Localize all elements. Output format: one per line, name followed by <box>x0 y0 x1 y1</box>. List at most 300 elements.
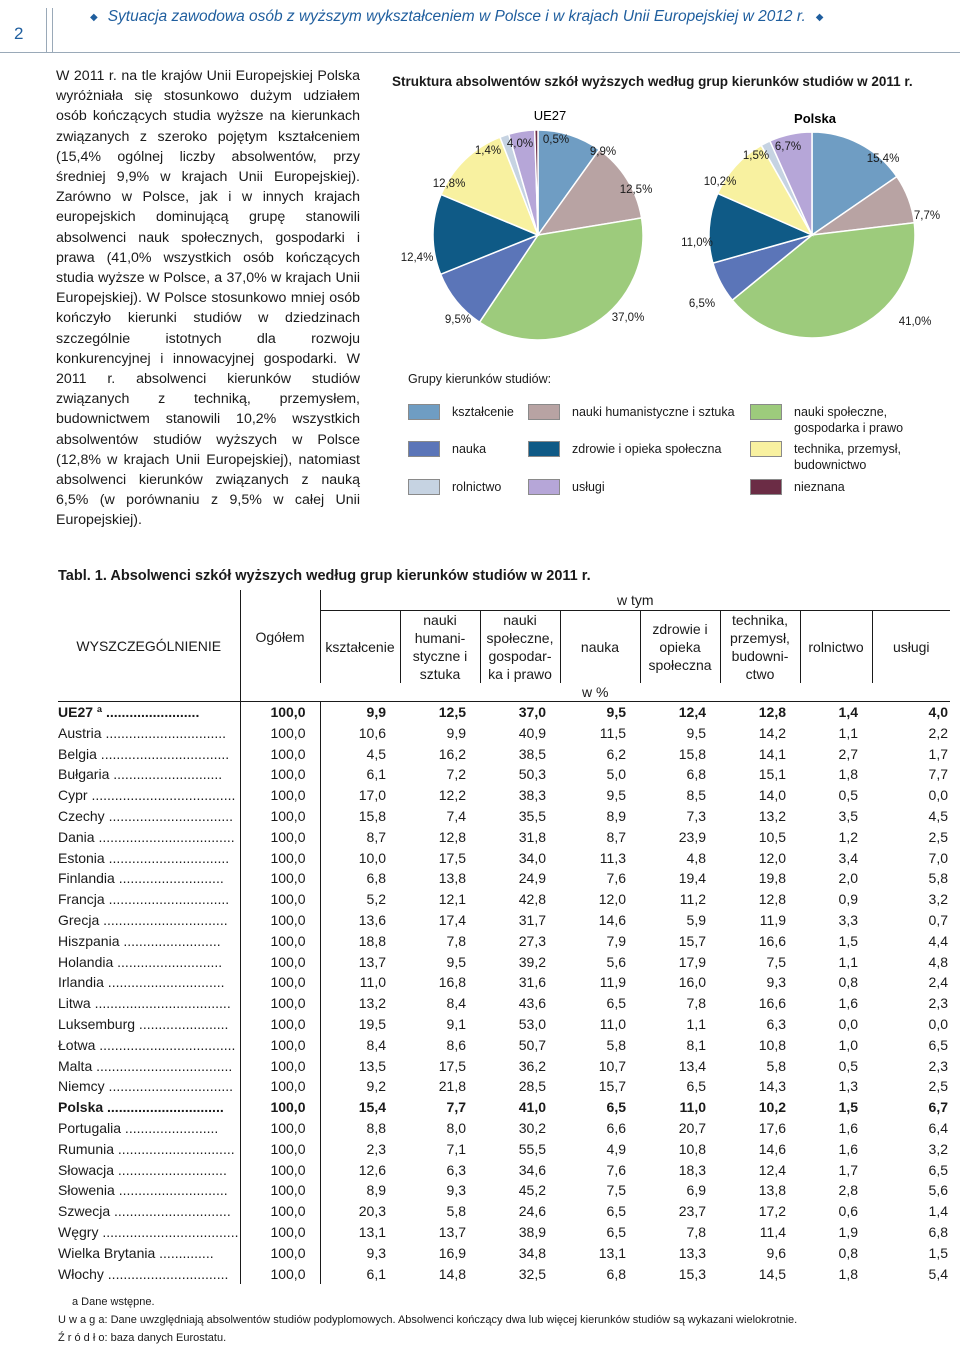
legend-item-2 <box>750 404 910 436</box>
table-cell: 17,2 <box>758 1203 786 1220</box>
table-cell: 8,7 <box>606 828 626 845</box>
row-label: UE27 ª ........................ <box>58 702 240 723</box>
running-header <box>90 8 950 26</box>
table-cell: 1,6 <box>838 1119 858 1136</box>
table-row <box>58 744 950 765</box>
table-cell: 10,8 <box>678 1140 706 1157</box>
table-cell: 100,0 <box>240 1201 320 1222</box>
table-cell: 0,0 <box>928 1015 948 1032</box>
table-cell: 11,9 <box>759 911 786 928</box>
table-cell: 100,0 <box>240 889 320 910</box>
table-cell: 7,6 <box>606 870 626 887</box>
table-cell: 1,7 <box>928 745 948 762</box>
table-cell: 16,2 <box>438 745 466 762</box>
row-label: Włochy ............................... <box>58 1264 240 1285</box>
row-label: Francja ............................... <box>58 889 240 910</box>
table-cell: 12,1 <box>438 891 466 908</box>
table-cell: 1,9 <box>838 1223 858 1240</box>
column-header-4: zdrowie i opieka społeczna <box>640 611 720 684</box>
table-cell: 6,9 <box>686 1182 706 1199</box>
table-row <box>58 1160 950 1181</box>
table-cell: 4,5 <box>366 745 386 762</box>
legend-swatch <box>408 404 440 420</box>
table-cell: 100,0 <box>240 744 320 765</box>
table-cell: 100,0 <box>240 952 320 973</box>
table-cell: 15,4 <box>358 1099 386 1116</box>
table-cell: 50,3 <box>518 766 546 783</box>
table-cell: 6,5 <box>928 1161 948 1178</box>
table-cell: 7,0 <box>928 849 948 866</box>
legend-swatch <box>750 441 782 457</box>
legend-item-1 <box>528 404 735 420</box>
table-cell: 23,7 <box>678 1203 706 1220</box>
table-cell: 100,0 <box>240 1014 320 1035</box>
row-label: Wielka Brytania .............. <box>58 1243 240 1264</box>
table-row <box>58 1180 950 1201</box>
table-cell: 5,8 <box>928 870 948 887</box>
table-cell: 15,8 <box>358 807 386 824</box>
footnote-source: Ź r ó d ł o: baza danych Eurostatu. <box>58 1332 227 1344</box>
table-cell: 6,3 <box>766 1015 786 1032</box>
table-cell: 11,9 <box>599 974 626 991</box>
table-cell: 5,8 <box>606 1036 626 1053</box>
table-row <box>58 1118 950 1139</box>
table-cell: 3,5 <box>838 807 858 824</box>
footnote-uwaga: U w a g a: Dane uwzględniają absolwentów studiów podyplomowych. Absolwenci kończący dwa lub więcej kierunków studiów są wykazani wielokrotnie. <box>58 1314 798 1326</box>
table-cell: 12,6 <box>358 1161 386 1178</box>
table-cell: 3,2 <box>928 1140 948 1157</box>
table-cell: 8,0 <box>446 1119 466 1136</box>
table-cell: 0,0 <box>928 787 948 804</box>
table-cell: 100,0 <box>240 764 320 785</box>
table-cell: 15,7 <box>678 932 706 949</box>
table-cell: 2,0 <box>838 870 858 887</box>
pie-label-polska-7: 6,7% <box>774 141 802 153</box>
header-unit: w % <box>240 683 950 702</box>
legend-item-3 <box>408 441 486 457</box>
pie-label-polska-1: 7,7% <box>913 210 941 222</box>
pie-label-polska-2: 41,0% <box>898 316 932 328</box>
table-cell: 18,3 <box>678 1161 706 1178</box>
table-cell: 12,5 <box>438 704 466 720</box>
table-cell: 16,0 <box>678 974 706 991</box>
table-cell: 1,4 <box>928 1203 948 1220</box>
table-cell: 10,6 <box>358 724 386 741</box>
table-cell: 17,4 <box>438 911 466 928</box>
table-cell: 17,9 <box>678 953 706 970</box>
table-cell: 12,8 <box>758 704 786 720</box>
table-row <box>58 848 950 869</box>
table-cell: 100,0 <box>240 1243 320 1264</box>
table-cell: 7,7 <box>446 1099 466 1116</box>
table-cell: 11,4 <box>759 1223 786 1240</box>
table-cell: 19,5 <box>358 1015 386 1032</box>
table-cell: 2,7 <box>838 745 858 762</box>
row-label: Węgry ................................... <box>58 1222 240 1243</box>
table-cell: 5,8 <box>446 1203 466 1220</box>
table-cell: 6,5 <box>606 1203 626 1220</box>
table-cell: 31,6 <box>518 974 546 991</box>
row-label: Luksemburg ....................... <box>58 1014 240 1035</box>
table-cell: 100,0 <box>240 1097 320 1118</box>
table-cell: 50,7 <box>518 1036 546 1053</box>
pie-label-polska-6: 1,5% <box>742 150 770 162</box>
table-row <box>58 972 950 993</box>
row-label: Malta ................................... <box>58 1056 240 1077</box>
table-row <box>58 910 950 931</box>
table-cell: 7,3 <box>686 807 706 824</box>
row-label: Grecja ................................ <box>58 910 240 931</box>
header-rule-horizontal <box>0 52 960 53</box>
table-cell: 15,1 <box>758 766 786 783</box>
table-cell: 12,0 <box>598 891 626 908</box>
table-cell: 6,8 <box>928 1223 948 1240</box>
pie-label-ue27-0: 9,9% <box>589 146 617 158</box>
table-cell: 100,0 <box>240 1139 320 1160</box>
legend-label: rolnictwo <box>452 480 502 494</box>
table-cell: 2,3 <box>366 1140 386 1157</box>
row-label: Słowenia ............................ <box>58 1180 240 1201</box>
table-cell: 41,0 <box>518 1099 546 1116</box>
table-cell: 13,8 <box>438 870 466 887</box>
legend-swatch <box>408 479 440 495</box>
table-cell: 12,8 <box>438 828 466 845</box>
table-cell: 24,9 <box>518 870 546 887</box>
table-cell: 2,2 <box>928 724 948 741</box>
table-cell: 100,0 <box>240 785 320 806</box>
table-cell: 11,0 <box>599 1015 626 1032</box>
table-cell: 42,8 <box>518 891 546 908</box>
table-cell: 21,8 <box>438 1078 466 1095</box>
table-cell: 12,4 <box>758 1161 786 1178</box>
table-cell: 45,2 <box>518 1182 546 1199</box>
table-cell: 100,0 <box>240 993 320 1014</box>
legend-label: nauka <box>452 442 487 456</box>
table-cell: 8,1 <box>686 1036 706 1053</box>
table-cell: 19,8 <box>758 870 786 887</box>
table-cell: 8,9 <box>606 807 626 824</box>
table-cell: 9,9 <box>366 704 386 720</box>
table-cell: 5,6 <box>928 1182 948 1199</box>
table-cell: 4,4 <box>928 932 948 949</box>
column-header-3: nauka <box>560 611 640 684</box>
table-cell: 32,5 <box>518 1265 546 1282</box>
table-cell: 20,3 <box>358 1203 386 1220</box>
pie-label-ue27-3: 9,5% <box>444 314 472 326</box>
table-cell: 100,0 <box>240 868 320 889</box>
table-cell: 1,1 <box>838 953 858 970</box>
table-cell: 6,7 <box>928 1099 948 1116</box>
header-w-tym: w tym <box>320 590 950 611</box>
table-cell: 12,4 <box>678 704 706 720</box>
table-cell: 17,5 <box>438 1057 466 1074</box>
column-header-5: technika, przemysł, budowni-ctwo <box>720 611 800 684</box>
table-cell: 4,0 <box>928 704 948 720</box>
table-cell: 7,8 <box>686 1223 706 1240</box>
table-cell: 6,5 <box>606 1099 626 1116</box>
chart-title: Struktura absolwentów szkół wyższych według grup kierunków studiów w 2011 r. <box>392 74 913 89</box>
legend-swatch <box>528 441 560 457</box>
table-cell: 1,1 <box>838 724 858 741</box>
row-label: Litwa ................................... <box>58 993 240 1014</box>
table-cell: 11,0 <box>679 1099 706 1116</box>
table-cell: 0,9 <box>838 891 858 908</box>
table-cell: 100,0 <box>240 910 320 931</box>
table-cell: 16,6 <box>758 995 786 1012</box>
table-cell: 10,7 <box>598 1057 626 1074</box>
legend-swatch <box>750 479 782 495</box>
table-cell: 15,7 <box>598 1078 626 1095</box>
table-cell: 31,7 <box>518 911 546 928</box>
table-cell: 38,9 <box>518 1223 546 1240</box>
row-label: Irlandia .............................. <box>58 972 240 993</box>
pie-title-ue27: UE27 <box>533 108 567 123</box>
legend-item-7 <box>528 479 605 495</box>
table-cell: 13,7 <box>358 953 386 970</box>
table-cell: 2,5 <box>928 1078 948 1095</box>
table-cell: 6,8 <box>606 1265 626 1282</box>
table-cell: 6,8 <box>366 870 386 887</box>
table-cell: 34,0 <box>518 849 546 866</box>
table-cell: 3,2 <box>928 891 948 908</box>
table-cell: 100,0 <box>240 848 320 869</box>
table-row <box>58 764 950 785</box>
table-cell: 13,5 <box>358 1057 386 1074</box>
pie-title-polska: Polska <box>794 111 836 126</box>
table-cell: 18,8 <box>358 932 386 949</box>
table-row <box>58 702 950 723</box>
table-cell: 5,9 <box>686 911 706 928</box>
table-cell: 5,8 <box>766 1057 786 1074</box>
table-row <box>58 1264 950 1285</box>
table-row <box>58 1201 950 1222</box>
table-cell: 9,9 <box>446 724 466 741</box>
table-cell: 5,4 <box>928 1265 948 1282</box>
legend-item-6 <box>408 479 501 495</box>
table-cell: 0,6 <box>838 1203 858 1220</box>
pie-label-ue27-7: 4,0% <box>506 138 534 150</box>
table-cell: 1,5 <box>838 932 858 949</box>
table-row <box>58 993 950 1014</box>
table-container <box>58 590 950 1284</box>
column-header-2: nauki społeczne, gospodar-ka i prawo <box>480 611 560 684</box>
table-cell: 15,8 <box>678 745 706 762</box>
table-row <box>58 1056 950 1077</box>
legend-item-4 <box>528 441 721 457</box>
table-cell: 7,5 <box>606 1182 626 1199</box>
row-label: Szwecja .............................. <box>58 1201 240 1222</box>
table-cell: 13,2 <box>758 807 786 824</box>
header-rule-vertical-1 <box>46 8 47 52</box>
table-cell: 100,0 <box>240 1035 320 1056</box>
table-cell: 10,5 <box>758 828 786 845</box>
table-cell: 0,5 <box>838 787 858 804</box>
table-cell: 31,8 <box>518 828 546 845</box>
table-cell: 1,0 <box>838 1036 858 1053</box>
table-cell: 19,4 <box>678 870 706 887</box>
table-cell: 14,8 <box>438 1265 466 1282</box>
table-row <box>58 1076 950 1097</box>
table-cell: 2,3 <box>928 1057 948 1074</box>
table-cell: 6,5 <box>686 1078 706 1095</box>
table-cell: 55,5 <box>518 1140 546 1157</box>
pie-label-ue27-2: 37,0% <box>611 312 645 324</box>
table-cell: 11,3 <box>599 849 626 866</box>
table-cell: 1,7 <box>838 1161 858 1178</box>
table-row <box>58 785 950 806</box>
pie-label-ue27-4: 12,4% <box>400 252 434 264</box>
pie-label-ue27-8: 0,5% <box>542 134 570 146</box>
pie-label-polska-0: 15,4% <box>866 153 900 165</box>
pie-label-polska-4: 11,0% <box>681 237 713 249</box>
table-cell: 2,8 <box>838 1182 858 1199</box>
legend-swatch <box>528 404 560 420</box>
table-cell: 100,0 <box>240 1222 320 1243</box>
table-title: Tabl. 1. Absolwenci szkół wyższych według grup kierunków studiów w 2011 r. <box>58 568 591 584</box>
table-cell: 11,5 <box>599 724 626 741</box>
table-cell: 1,6 <box>838 995 858 1012</box>
row-label: Austria ............................... <box>58 723 240 744</box>
table-cell: 14,5 <box>758 1265 786 1282</box>
table-cell: 8,4 <box>446 995 466 1012</box>
table-cell: 13,7 <box>438 1223 466 1240</box>
legend-label: usługi <box>572 480 605 494</box>
table-cell: 2,4 <box>928 974 948 991</box>
table-cell: 1,8 <box>838 1265 858 1282</box>
table-cell: 7,8 <box>686 995 706 1012</box>
table-cell: 40,9 <box>518 724 546 741</box>
table-row <box>58 931 950 952</box>
table-row <box>58 889 950 910</box>
table-cell: 100,0 <box>240 1118 320 1139</box>
table-cell: 6,4 <box>928 1119 948 1136</box>
table-cell: 3,3 <box>838 911 858 928</box>
table-cell: 20,7 <box>678 1119 706 1136</box>
table-row <box>58 1139 950 1160</box>
table-cell: 0,8 <box>838 974 858 991</box>
table-cell: 5,2 <box>366 891 386 908</box>
legend-item-5 <box>750 441 910 473</box>
table-cell: 7,4 <box>446 807 466 824</box>
table-cell: 9,1 <box>446 1015 466 1032</box>
table-cell: 38,3 <box>518 787 546 804</box>
table-cell: 1,5 <box>928 1244 948 1261</box>
table-cell: 0,0 <box>838 1015 858 1032</box>
table-cell: 7,5 <box>766 953 786 970</box>
table-cell: 10,2 <box>758 1099 786 1116</box>
table-cell: 6,3 <box>446 1161 466 1178</box>
table-cell: 9,3 <box>446 1182 466 1199</box>
table-cell: 9,6 <box>766 1244 786 1261</box>
row-label: Bułgaria ............................ <box>58 764 240 785</box>
table-cell: 36,2 <box>518 1057 546 1074</box>
table-cell: 100,0 <box>240 972 320 993</box>
column-header-6: rolnictwo <box>800 611 872 684</box>
table-cell: 6,8 <box>686 766 706 783</box>
table-cell: 23,9 <box>678 828 706 845</box>
column-header-7: usługi <box>892 639 930 655</box>
table-row <box>58 1014 950 1035</box>
table-row <box>58 952 950 973</box>
table-row <box>58 1222 950 1243</box>
running-header-title: Sytuacja zawodowa osób z wyższym wykształceniem w Polsce i w krajach Unii Europejskiej w 2012 r. <box>107 8 806 25</box>
table-cell: 100,0 <box>240 1264 320 1285</box>
pie-label-ue27-5: 12,8% <box>432 178 466 190</box>
table-cell: 1,6 <box>838 1140 858 1157</box>
table-cell: 4,5 <box>928 807 948 824</box>
table-cell: 6,5 <box>606 1223 626 1240</box>
table-cell: 100,0 <box>240 1160 320 1181</box>
table-cell: 100,0 <box>240 1180 320 1201</box>
table-cell: 17,0 <box>358 787 386 804</box>
column-header-1: nauki humani-styczne i sztuka <box>400 611 480 684</box>
table-cell: 100,0 <box>240 806 320 827</box>
row-label: Finlandia ........................... <box>58 868 240 889</box>
table-cell: 2,3 <box>928 995 948 1012</box>
legend-swatch <box>408 441 440 457</box>
table-cell: 9,3 <box>766 974 786 991</box>
table-cell: 34,6 <box>518 1161 546 1178</box>
table-cell: 13,1 <box>358 1223 386 1240</box>
data-table <box>58 590 950 1284</box>
table-cell: 27,3 <box>518 932 546 949</box>
table-cell: 1,8 <box>838 766 858 783</box>
table-cell: 4,8 <box>686 849 706 866</box>
table-cell: 37,0 <box>518 704 546 720</box>
table-cell: 1,1 <box>686 1015 706 1032</box>
footnote-a: a Dane wstępne. <box>72 1296 155 1308</box>
table-row <box>58 827 950 848</box>
table-cell: 5,6 <box>606 953 626 970</box>
table-cell: 7,7 <box>928 766 948 783</box>
legend-item-8 <box>750 479 910 495</box>
table-cell: 100,0 <box>240 723 320 744</box>
table-cell: 7,1 <box>446 1140 466 1157</box>
table-cell: 53,0 <box>518 1015 546 1032</box>
column-header-0: kształcenie <box>320 611 400 684</box>
table-row <box>58 806 950 827</box>
table-cell: 14,6 <box>758 1140 786 1157</box>
row-label: Portugalia ........................ <box>58 1118 240 1139</box>
table-row <box>58 1097 950 1118</box>
table-cell: 14,3 <box>758 1078 786 1095</box>
table-cell: 1,2 <box>838 828 858 845</box>
table-cell: 100,0 <box>240 1056 320 1077</box>
table-cell: 1,5 <box>838 1099 858 1116</box>
table-cell: 43,6 <box>518 995 546 1012</box>
table-cell: 8,4 <box>366 1036 386 1053</box>
table-cell: 100,0 <box>240 1076 320 1097</box>
table-cell: 12,8 <box>758 891 786 908</box>
table-cell: 13,8 <box>758 1182 786 1199</box>
row-label: Hiszpania ......................... <box>58 931 240 952</box>
row-label: Słowacja ............................ <box>58 1160 240 1181</box>
legend-label: nauki społeczne, gospodarka i prawo <box>794 405 904 435</box>
table-cell: 100,0 <box>240 702 320 723</box>
table-row <box>58 723 950 744</box>
table-cell: 9,3 <box>366 1244 386 1261</box>
row-label: Cypr ..................................... <box>58 785 240 806</box>
page-number: 2 <box>14 24 24 43</box>
legend-label: kształcenie <box>452 405 514 419</box>
legend-title: Grupy kierunków studiów: <box>408 372 552 386</box>
table-cell: 16,9 <box>438 1244 466 1261</box>
table-cell: 13,4 <box>678 1057 706 1074</box>
pie-label-ue27-1: 12,5% <box>619 184 653 196</box>
table-cell: 11,0 <box>359 974 386 991</box>
table-cell: 17,6 <box>758 1119 786 1136</box>
table-cell: 14,6 <box>598 911 626 928</box>
